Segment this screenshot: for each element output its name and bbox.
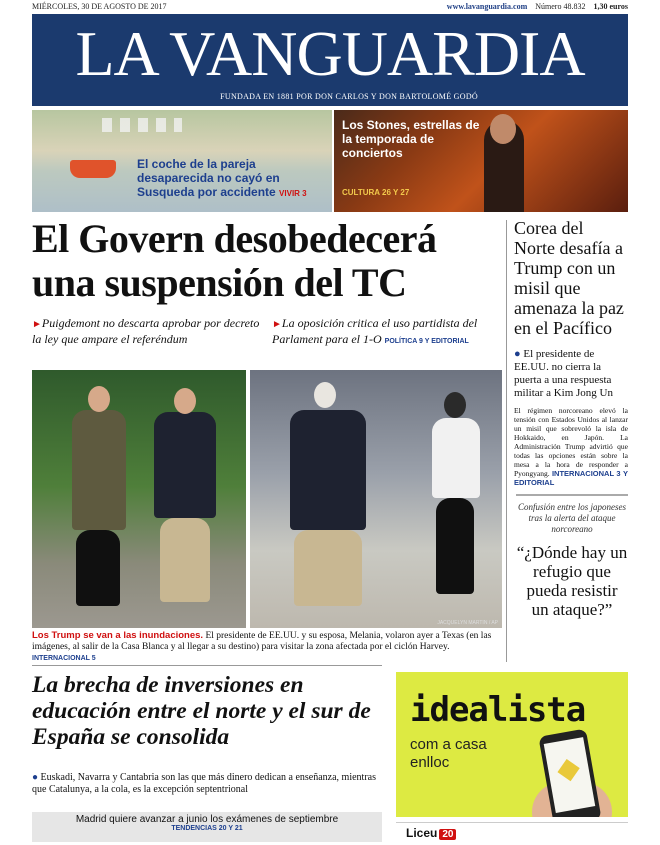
melania-figure xyxy=(72,410,126,530)
photo-credit: JACQUELYN MARTIN / AP xyxy=(437,620,498,626)
lead-subhead-2-text: La oposición critica el uso partidista del Parlament para el 1-O xyxy=(272,316,478,346)
melania-figure-right xyxy=(432,418,480,498)
trump-legs-left xyxy=(160,518,210,602)
teaser-stones-title: Los Stones, estrellas de la temporada de conciertos xyxy=(342,118,480,160)
bullet-icon: ● xyxy=(514,348,524,360)
korea-dek-text: El presidente de EE.UU. no cierra la puerta a una respuesta militar a Kim Jong Un xyxy=(514,348,613,399)
melania-legs-right xyxy=(436,498,474,594)
lead-subhead-2-section: POLÍTICA 9 Y EDITORIAL xyxy=(384,338,469,345)
madrid-teaser[interactable] xyxy=(32,812,382,842)
singer-face-image xyxy=(490,114,516,144)
section-divider xyxy=(32,665,382,666)
korea-headline[interactable]: Corea del Norte desafía a Trump con un misil que amenaza la paz en el Pacífico xyxy=(514,218,624,338)
korea-dek xyxy=(514,348,628,400)
teaser-car-story[interactable] xyxy=(32,110,332,212)
photo-caption xyxy=(32,630,502,664)
ad-brand: idealista xyxy=(410,690,586,730)
korea-section: INTERNACIONAL 3 Y EDITORIAL xyxy=(514,469,628,487)
idealista-ad[interactable] xyxy=(396,672,628,817)
ad-tagline-line-2: enlloc xyxy=(410,754,450,771)
caption-lead: Los Trump se van a las inundaciones. xyxy=(32,630,204,641)
madrid-teaser-section: TENDENCIAS 20 Y 21 xyxy=(171,825,243,832)
teaser-car-section: VIVIR 3 xyxy=(279,189,307,198)
caption-text: El presidente de EE.UU. y su esposa, Melania, volaron ayer a Texas (en las imágenes, al salir de la Casa Blanca y al llegar a su destino) para visitar la zona afectada por el ciclón Harvey. xyxy=(32,631,492,652)
trump-figure-left xyxy=(154,412,216,518)
melania-legs xyxy=(76,530,120,606)
red-arrow-icon: ► xyxy=(272,319,282,330)
phone-screen xyxy=(544,737,596,813)
lead-headline[interactable]: El Govern desobedecerá una suspensión del TC xyxy=(32,216,437,305)
liceu-name: Liceu xyxy=(406,826,438,840)
issue-date: MIÉRCOLES, 30 DE AGOSTO DE 2017 xyxy=(32,2,167,11)
founded-line: FUNDADA EN 1881 POR DON CARLOS Y DON BARTOLOMÉ GODÓ xyxy=(220,92,478,101)
korea-body xyxy=(514,406,628,487)
melania-cap-icon xyxy=(444,392,466,418)
red-arrow-icon: ► xyxy=(32,319,42,330)
cars-photo-detail xyxy=(102,118,182,132)
column-divider xyxy=(506,220,507,662)
heart-map-icon xyxy=(557,759,579,781)
trump-legs-right xyxy=(294,530,362,606)
top-bar xyxy=(32,2,628,14)
issue-price: 1,30 euros xyxy=(593,2,628,11)
issue-number: Número 48.832 xyxy=(535,2,586,11)
teaser-car-title: El coche de la pareja desaparecida no cayó en Susqueda por accidente xyxy=(137,157,280,199)
japan-kicker: Confusión entre los japoneses tras la alerta del ataque norcoreano xyxy=(518,502,626,534)
education-dek xyxy=(32,772,382,796)
teaser-stones-story[interactable] xyxy=(334,110,628,212)
lead-subhead-1 xyxy=(32,316,264,347)
top-bar-right xyxy=(441,2,628,14)
teaser-stones-section: CULTURA 26 Y 27 xyxy=(342,188,410,197)
madrid-teaser-text: Madrid quiere avanzar a junio los exámenes de septiembre xyxy=(75,814,339,825)
newspaper-name: LA VANGUARDIA xyxy=(75,18,585,89)
trump-figure-right xyxy=(290,410,366,530)
melania-head xyxy=(88,386,110,412)
japan-quote-box[interactable] xyxy=(516,494,628,644)
website-link[interactable]: www.lavanguardia.com xyxy=(446,2,528,11)
korea-body-text: El régimen norcoreano elevó la tensión con Estados Unidos al lanzar un misil que sobrevoló la isla de Hokkaido, en Japón. La Administración Trump advirtió que todas las opciones están sobre la mesa a la hora de responder a Pyongyang. xyxy=(514,406,628,478)
lead-subhead-1-text: Puigdemont no descarta aprobar por decreto la ley que ampare el referéndum xyxy=(32,316,260,346)
education-dek-text: Euskadi, Navarra y Cantabria son las que más dinero dedican a enseñanza, mientras que Catalunya, a la cola, es la excepción septentrional xyxy=(32,772,376,795)
ad-tagline-line-1: com a casa xyxy=(410,736,487,753)
usa-cap-icon xyxy=(314,382,336,408)
masthead xyxy=(32,14,628,106)
photo-white-house xyxy=(32,370,246,628)
liceu-badge: 20 xyxy=(439,829,456,840)
teaser-car-text xyxy=(137,157,327,201)
lead-subhead-2 xyxy=(272,316,504,349)
education-headline[interactable]: La brecha de inversiones en educación entre el norte y el sur de España se consolida xyxy=(32,672,371,750)
ad-tagline xyxy=(410,736,487,772)
photo-texas-arrival xyxy=(250,370,502,628)
trump-head-left xyxy=(174,388,196,414)
liceu-promo[interactable] xyxy=(396,822,628,842)
caption-section: INTERNACIONAL 5 xyxy=(32,655,96,662)
japan-quote: “¿Dónde hay un refugio que pueda resistir un ataque?” xyxy=(516,543,628,619)
rescue-boat-image xyxy=(70,160,116,178)
bullet-icon: ● xyxy=(32,772,41,783)
